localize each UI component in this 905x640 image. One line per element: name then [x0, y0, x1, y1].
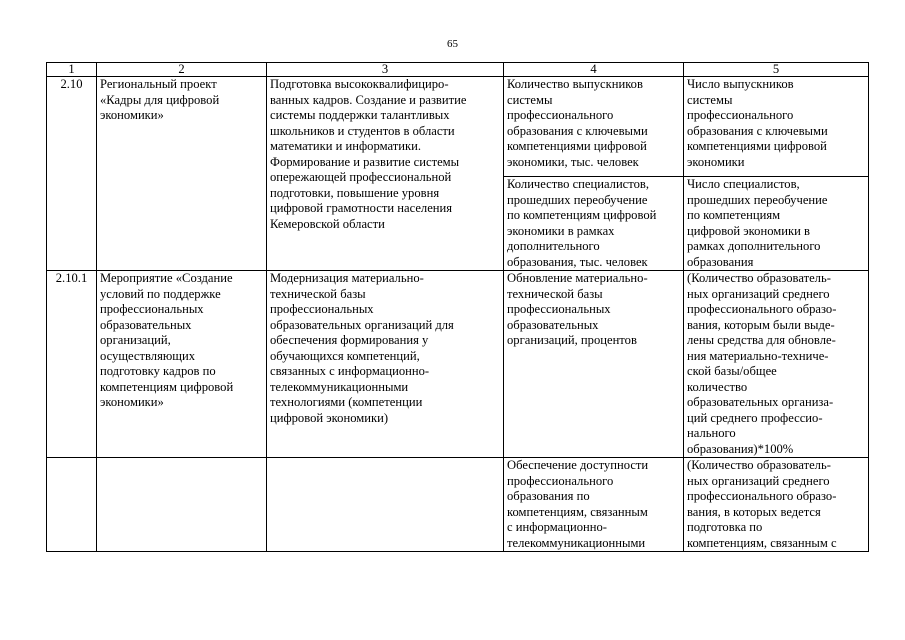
indicator-formula: (Количество образователь- ных организаций среднего профессионального образо- вания, которым были выде- лены средства для обновле- ния материально-техниче- ской базы/общее количество образовательных организа- ций среднего профессио- нального образования)*100%	[684, 271, 869, 458]
page-number: 65	[447, 38, 458, 50]
row-number: 2.10.1	[47, 271, 97, 458]
activity-name: Мероприятие «Создание условий по поддержке профессиональных образовательных организаций, осуществляющих подготовку кадров по компетенциям цифровой экономики»	[97, 271, 267, 458]
indicators-table	[46, 62, 869, 552]
project-name: Региональный проект «Кадры для цифровой экономики»	[97, 77, 267, 271]
row-number	[47, 458, 97, 552]
indicator-cell	[504, 77, 684, 271]
indicator-formula: Число специалистов, прошедших переобучение по компетенциям цифровой экономики в рамках дополнительного образования	[687, 177, 828, 269]
table-row	[47, 77, 869, 271]
table-header-row	[47, 63, 869, 77]
column-header: 4	[504, 63, 684, 77]
indicator-name: Количество специалистов, прошедших переобучение по компетенциям цифровой экономики в рамках дополнительного образования, тыс. человек	[507, 177, 657, 269]
indicator-name: Количество выпускников системы профессионального образования с ключевыми компетенциями цифровой экономики, тыс. человек	[504, 77, 683, 177]
table-row	[47, 271, 869, 458]
row-number: 2.10	[47, 77, 97, 271]
indicator-name: Обновление материально- технической базы профессиональных образовательных организаций, процентов	[504, 271, 684, 458]
indicator-name: Обеспечение доступности профессионального образования по компетенциям, связанным с информационно- телекоммуникационными	[504, 458, 684, 552]
activity-description	[267, 458, 504, 552]
column-header: 2	[97, 63, 267, 77]
activity-description: Модернизация материально- технической базы профессиональных образовательных организаций для обеспечения формирования у обучающихся компетенций, связанных с информационно- телекоммуникационными технологиями (компетенции цифровой экономики)	[267, 271, 504, 458]
column-header: 1	[47, 63, 97, 77]
table-row	[47, 458, 869, 552]
indicator-formula: Число выпускников системы профессионального образования с ключевыми компетенциями цифровой экономики	[684, 77, 868, 177]
column-header: 5	[684, 63, 869, 77]
indicator-formula: (Количество образователь- ных организаций среднего профессионального образо- вания, в которых ведется подготовка по компетенциям, связанным с	[684, 458, 869, 552]
column-header: 3	[267, 63, 504, 77]
formula-cell	[684, 77, 869, 271]
project-description: Подготовка высококвалифициро- ванных кадров. Создание и развитие системы поддержки талантливых школьников и студентов в области математики и информатики. Формирование и развитие системы опережающей профессиональной подготовки, повышение уровня цифровой грамотности населения Кемеровской области	[267, 77, 504, 271]
activity-name	[97, 458, 267, 552]
